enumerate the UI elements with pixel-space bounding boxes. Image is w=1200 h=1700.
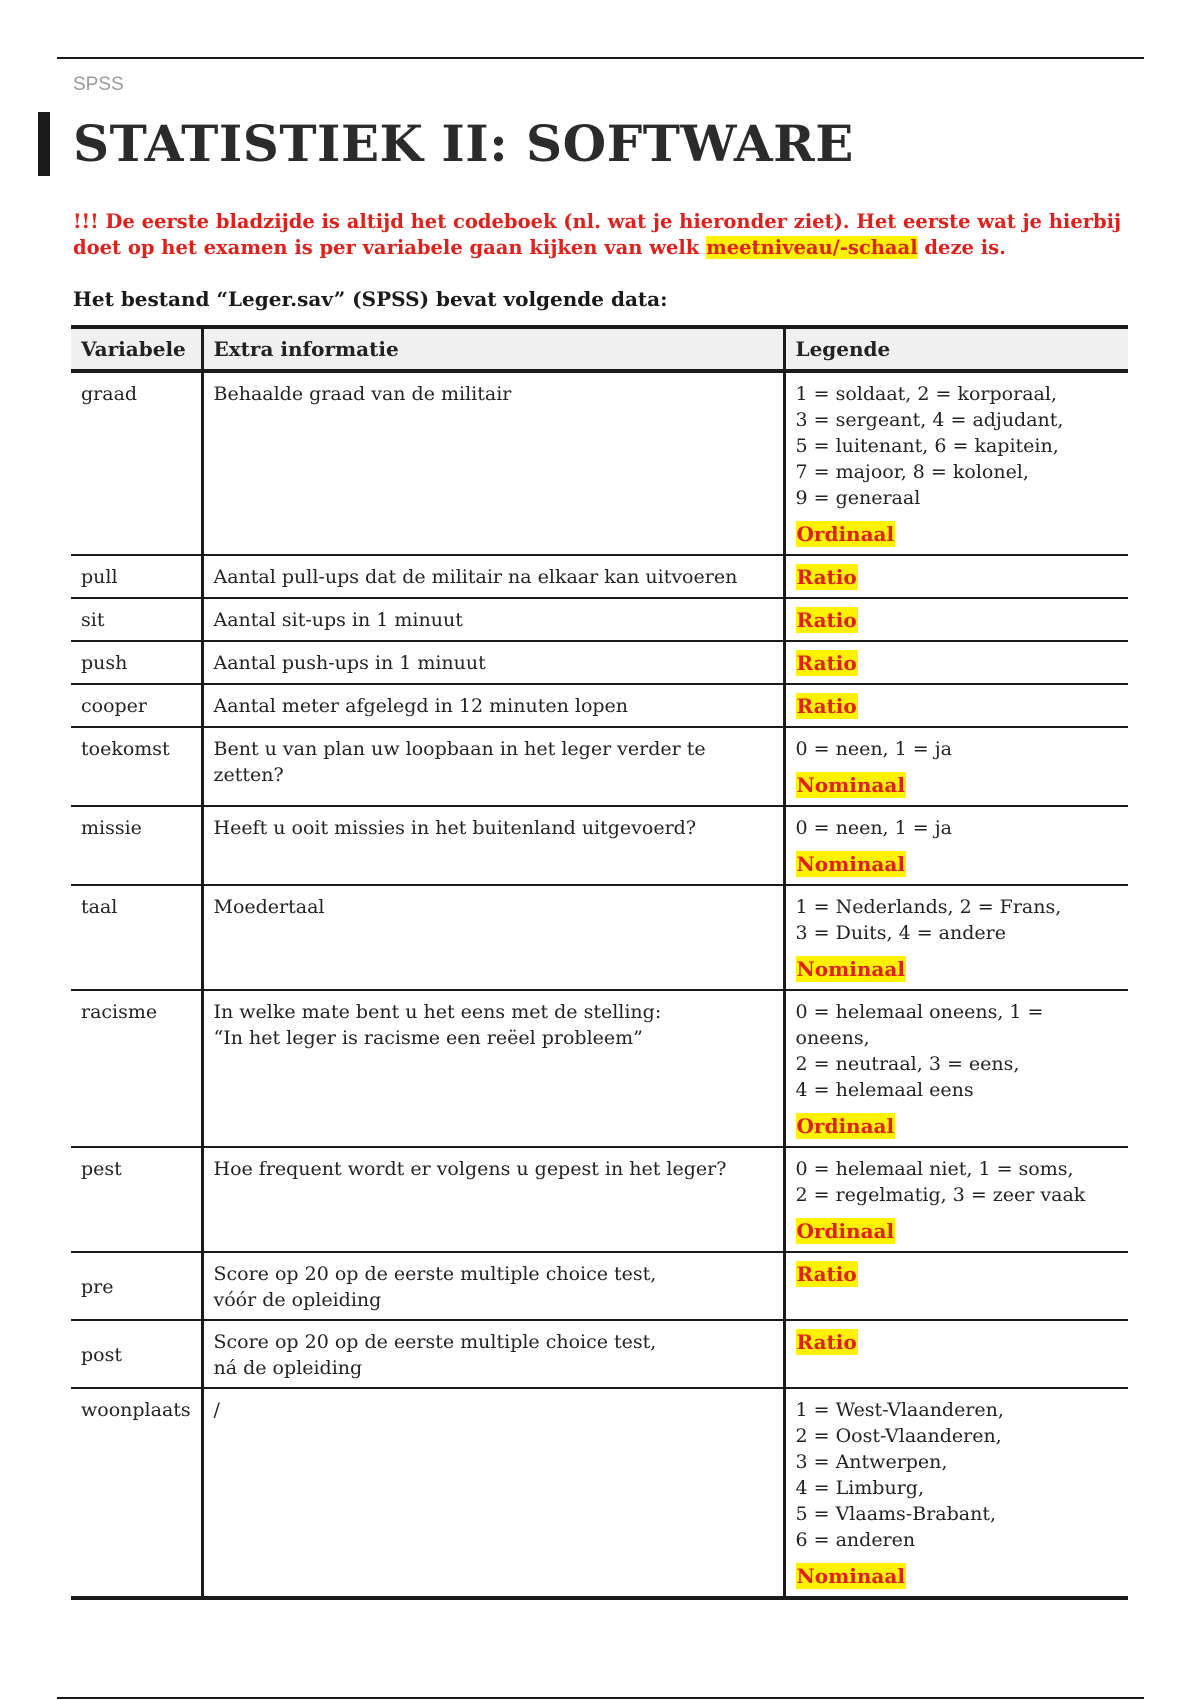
table-header-row (71, 327, 1128, 371)
header-variable: Variabele (71, 327, 202, 371)
cell-variable: post (71, 1320, 202, 1388)
table-row (71, 684, 1128, 727)
cell-extra-info: / (202, 1388, 784, 1598)
cell-legend (784, 1147, 1128, 1252)
cell-legend (784, 371, 1128, 555)
title-accent-bar (38, 112, 50, 176)
cell-legend (784, 684, 1128, 727)
cell-extra-info: Aantal sit-ups in 1 minuut (202, 598, 784, 641)
cell-extra-info: Behaalde graad van de militair (202, 371, 784, 555)
cell-legend (784, 641, 1128, 684)
measurement-level-badge: Ratio (796, 651, 857, 675)
cell-legend (784, 727, 1128, 806)
cell-extra-info: Aantal pull-ups dat de militair na elkaar kan uitvoeren (202, 555, 784, 598)
bottom-rule (57, 1697, 1144, 1699)
cell-legend (784, 598, 1128, 641)
cell-variable: cooper (71, 684, 202, 727)
cell-legend (784, 1252, 1128, 1320)
cell-extra-info: Bent u van plan uw loopbaan in het leger verder te zetten? (202, 727, 784, 806)
table-row (71, 555, 1128, 598)
cell-variable: pull (71, 555, 202, 598)
cell-variable: pre (71, 1252, 202, 1320)
cell-variable: sit (71, 598, 202, 641)
top-rule (57, 57, 1144, 59)
codebook-table (71, 325, 1128, 1600)
legend-text: 1 = West-Vlaanderen, 2 = Oost-Vlaanderen, 3 = Antwerpen, 4 = Limburg, 5 = Vlaams-Brabant, 6 = anderen (795, 1399, 1004, 1551)
cell-legend (784, 555, 1128, 598)
page-title: STATISTIEK II: SOFTWARE (73, 114, 854, 173)
measurement-level-badge: Ratio (796, 1262, 857, 1286)
measurement-level-badge: Nominaal (796, 957, 905, 981)
cell-extra-info: Score op 20 op de eerste multiple choice test, vóór de opleiding (202, 1252, 784, 1320)
measurement-level-badge: Ratio (796, 1330, 857, 1354)
cell-variable: taal (71, 885, 202, 990)
measurement-level-badge: Ratio (796, 694, 857, 718)
cell-extra-info: Aantal push-ups in 1 minuut (202, 641, 784, 684)
table-row (71, 641, 1128, 684)
table-row (71, 1147, 1128, 1252)
legend-text: 1 = soldaat, 2 = korporaal, 3 = sergeant, 4 = adjudant, 5 = luitenant, 6 = kapitein, 7 = majoor, 8 = kolonel, 9 = generaal (795, 383, 1064, 509)
measurement-level-badge: Ratio (796, 565, 857, 589)
table-row (71, 371, 1128, 555)
table-row (71, 806, 1128, 885)
cell-variable: pest (71, 1147, 202, 1252)
cell-variable: woonplaats (71, 1388, 202, 1598)
measurement-level-badge: Nominaal (796, 773, 905, 797)
measurement-level-badge: Ratio (796, 608, 857, 632)
cell-legend (784, 1320, 1128, 1388)
table-row (71, 1252, 1128, 1320)
table-row (71, 598, 1128, 641)
cell-legend (784, 806, 1128, 885)
legend-text: 0 = neen, 1 = ja (795, 817, 952, 839)
measurement-level-badge: Ordinaal (796, 1114, 895, 1138)
legend-text: 1 = Nederlands, 2 = Frans, 3 = Duits, 4 = andere (795, 896, 1062, 944)
cell-legend (784, 1388, 1128, 1598)
warning-highlight: meetniveau/-schaal (706, 236, 918, 259)
header-legend: Legende (784, 327, 1128, 371)
table-row (71, 1320, 1128, 1388)
measurement-level-badge: Nominaal (796, 852, 905, 876)
cell-variable: toekomst (71, 727, 202, 806)
cell-extra-info: Score op 20 op de eerste multiple choice test, ná de opleiding (202, 1320, 784, 1388)
cell-variable: missie (71, 806, 202, 885)
legend-text: 0 = neen, 1 = ja (795, 738, 952, 760)
cell-legend (784, 990, 1128, 1147)
warning-text: !!! De eerste bladzijde is altijd het codeboek (nl. wat je hieronder ziet). Het eerste wat je hierbij doet op het examen is per variabele gaan kijken van welk (73, 210, 1122, 259)
table-row (71, 990, 1128, 1147)
cell-extra-info: In welke mate bent u het eens met de stelling: “In het leger is racisme een reëel probleem” (202, 990, 784, 1147)
section-label: SPSS (73, 74, 124, 95)
cell-variable: push (71, 641, 202, 684)
codebook-body (71, 371, 1128, 1598)
legend-text: 0 = helemaal oneens, 1 = oneens, 2 = neutraal, 3 = eens, 4 = helemaal eens (795, 1001, 1044, 1101)
cell-legend (784, 885, 1128, 990)
measurement-level-badge: Ordinaal (796, 1219, 895, 1243)
legend-text: 0 = helemaal niet, 1 = soms, 2 = regelmatig, 3 = zeer vaak (795, 1158, 1086, 1206)
dataset-intro: Het bestand “Leger.sav” (SPSS) bevat volgende data: (73, 287, 668, 311)
measurement-level-badge: Ordinaal (796, 522, 895, 546)
table-row (71, 727, 1128, 806)
warning-text-end: deze is. (917, 236, 1006, 259)
cell-variable: racisme (71, 990, 202, 1147)
table-row (71, 1388, 1128, 1598)
table-row (71, 885, 1128, 990)
header-extra-info: Extra informatie (202, 327, 784, 371)
cell-extra-info: Hoe frequent wordt er volgens u gepest in het leger? (202, 1147, 784, 1252)
cell-extra-info: Heeft u ooit missies in het buitenland uitgevoerd? (202, 806, 784, 885)
cell-variable: graad (71, 371, 202, 555)
exam-warning (73, 209, 1133, 261)
measurement-level-badge: Nominaal (796, 1564, 905, 1588)
cell-extra-info: Moedertaal (202, 885, 784, 990)
cell-extra-info: Aantal meter afgelegd in 12 minuten lopen (202, 684, 784, 727)
